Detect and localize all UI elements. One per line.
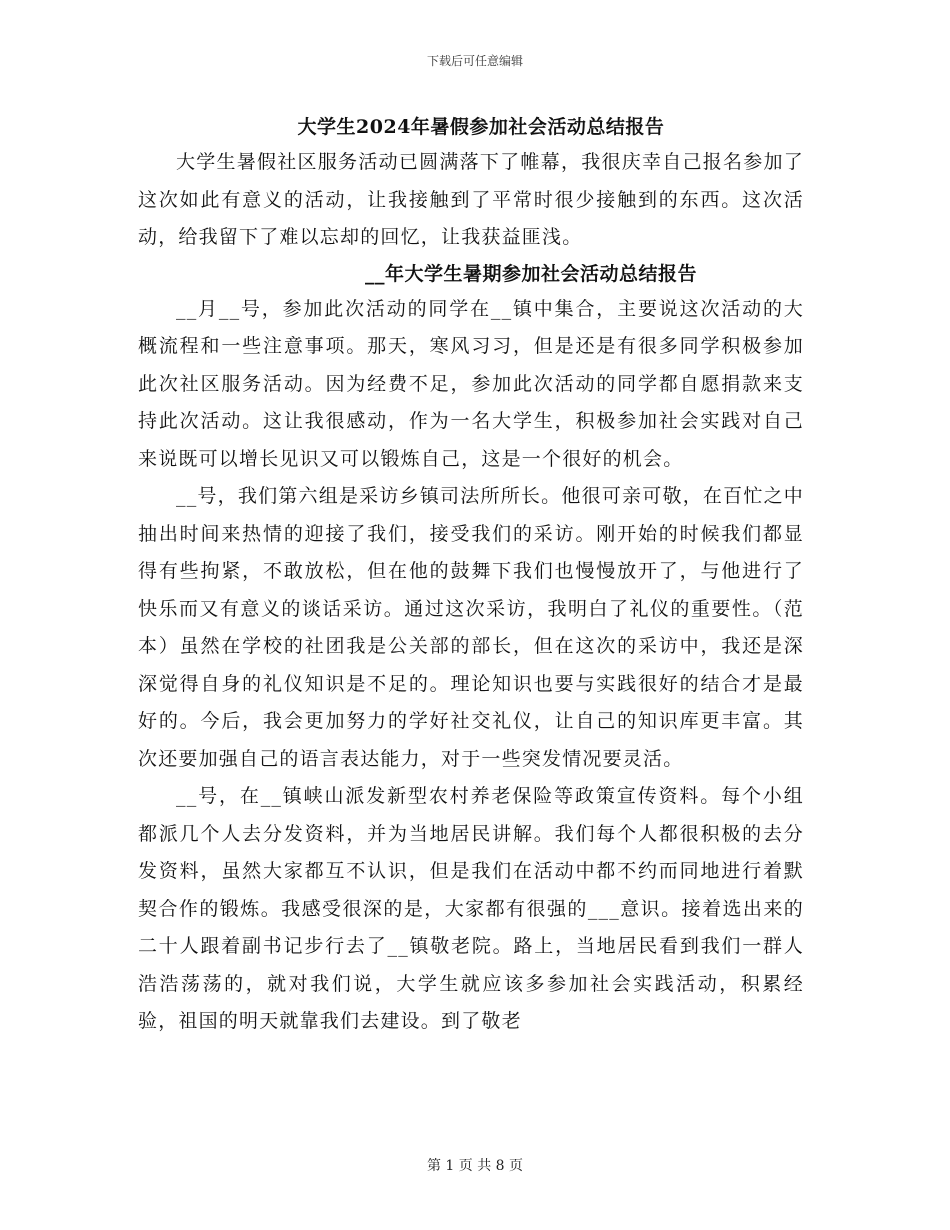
body-paragraph: __号，在__镇峡山派发新型农村养老保险等政策宣传资料。每个小组都派几个人去分发资料，并为当地居民讲解。我们每个人都很积极的去分发资料，虽然大家都互不认识，但是我们在活动中都不约而同地进行着默契合作的锻炼。我感受很深的是，大家都有很强的___意识。接着选出来的二十人跟着副书记步行去了__镇敬老院。路上，当地居民看到我们一群人浩浩荡荡的，就对我们说，大学生就应该多参加社会实践活动，积累经验，祖国的明天就靠我们去建设。到了敬老 (138, 785, 804, 1032)
body-paragraph: __月__号，参加此次活动的同学在__镇中集合，主要说这次活动的大概流程和一些注意事项。那天，寒风习习，但是还是有很多同学积极参加此次社区服务活动。因为经费不足，参加此次活动的同学都自愿捐款来支持此次活动。这让我很感动，作为一名大学生，积极参加社会实践对自己来说既可以增长见识又可以锻炼自己，这是一个很好的机会。 (138, 297, 804, 470)
body-paragraph: __号，我们第六组是采访乡镇司法所所长。他很可亲可敬，在百忙之中抽出时间来热情的迎接了我们，接受我们的采访。刚开始的时候我们都显得有些拘紧，不敢放松，但在他的鼓舞下我们也慢慢放开了，与他进行了快乐而又有意义的谈话采访。通过这次采访，我明白了礼仪的重要性。（范本）虽然在学校的社团我是公关部的部长，但在这次的采访中，我还是深深觉得自身的礼仪知识是不足的。理论知识也要与实践很好的结合才是最好的。今后，我会更加努力的学好社交礼仪，让自己的知识库更丰富。其次还要加强自己的语言表达能力，对于一些突发情况要灵活。 (138, 485, 804, 770)
intro-paragraph: 大学生暑假社区服务活动已圆满落下了帷幕，我很庆幸自己报名参加了这次如此有意义的活动，让我接触到了平常时很少接触到的东西。这次活动，给我留下了难以忘却的回忆，让我获益匪浅。 (138, 151, 804, 248)
document-subtitle: __年大学生暑期参加社会活动总结报告 (364, 262, 697, 285)
document-body (138, 110, 804, 1041)
document-title: 大学生2024年暑假参加社会活动总结报告 (297, 116, 665, 138)
page-header: 下载后可任意编辑 (426, 54, 523, 68)
page-footer: 第 1 页 共 8 页 (426, 1158, 524, 1174)
